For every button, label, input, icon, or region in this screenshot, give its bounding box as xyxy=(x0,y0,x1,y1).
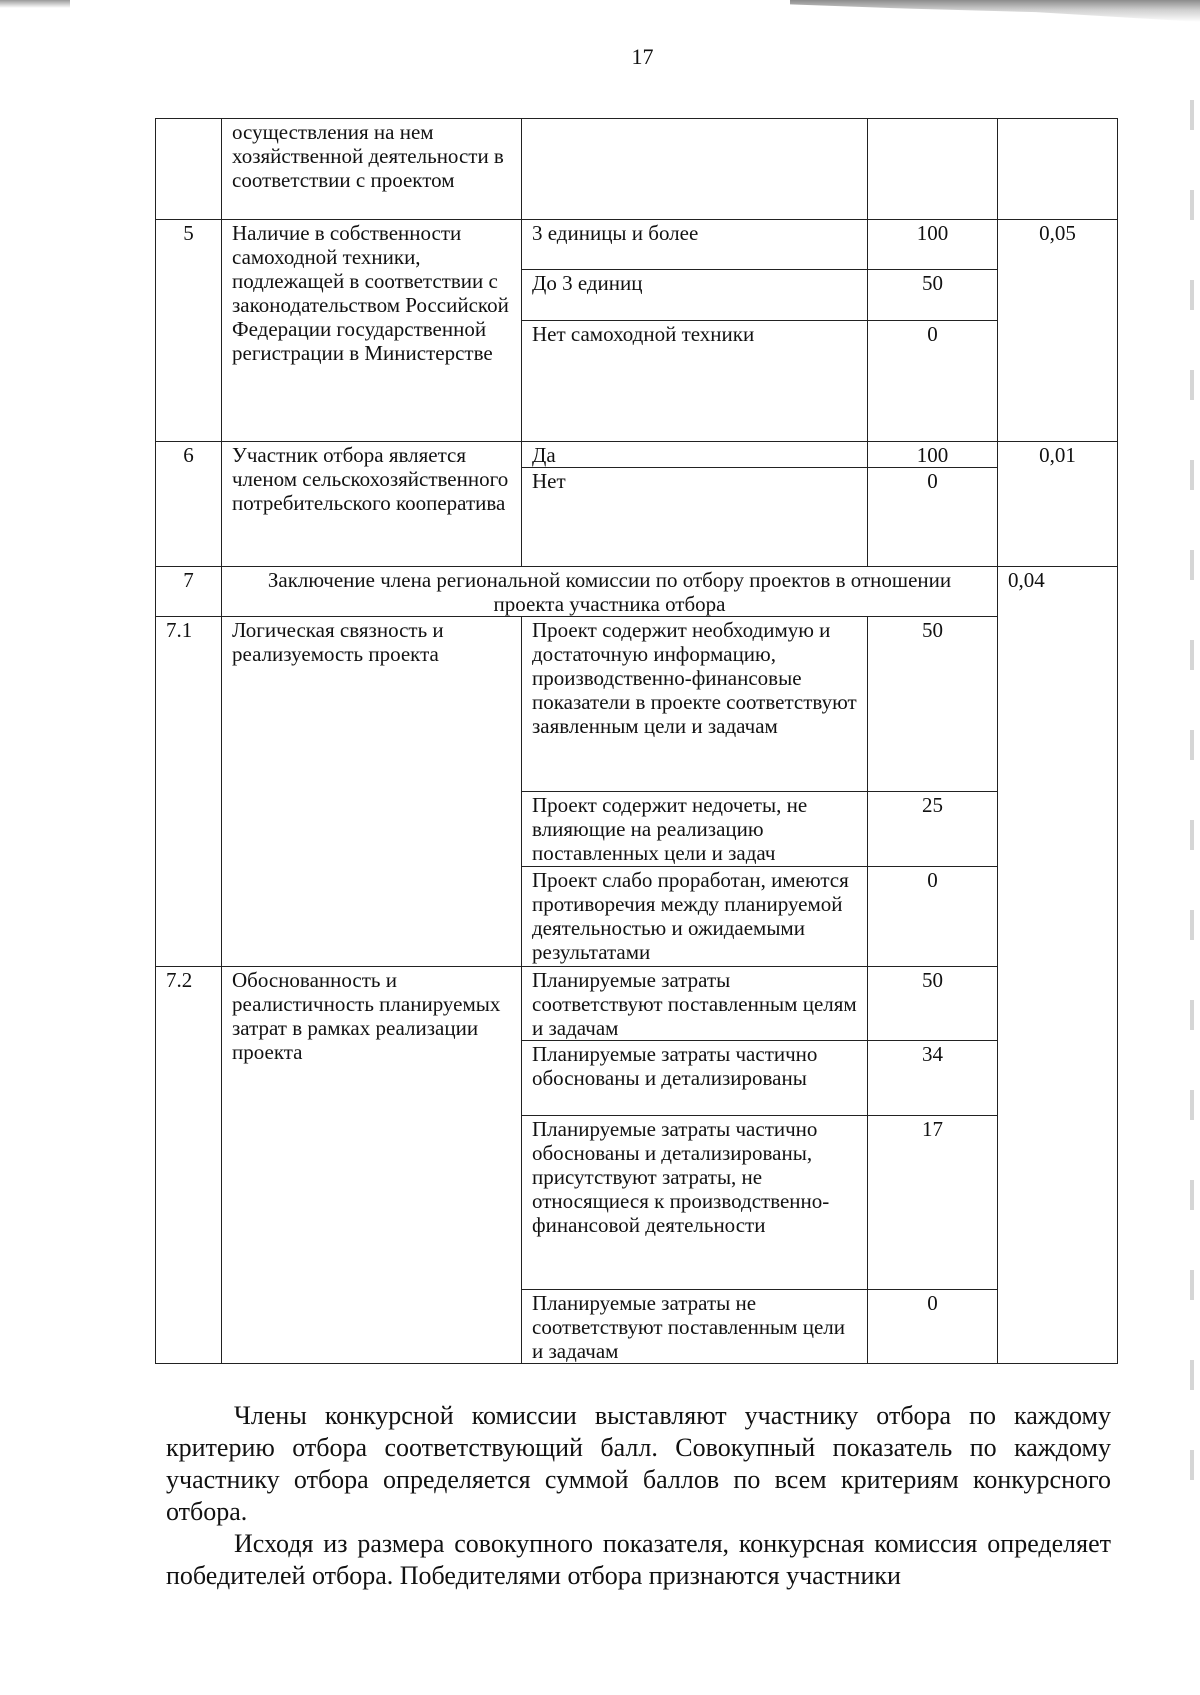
criterion-number: 6 xyxy=(156,442,222,567)
option-score: 0 xyxy=(868,468,998,567)
option-score: 0 xyxy=(868,867,998,967)
table-row-continued xyxy=(156,119,1118,220)
table-row-7-1 xyxy=(156,617,1118,792)
option-text: Нет самоходной техники xyxy=(522,321,868,442)
criterion-weight: 0,01 xyxy=(998,442,1118,567)
criterion-number: 7.2 xyxy=(156,967,222,1364)
option-text: Планируемые затраты частично обоснованы и детализированы, присутствуют затраты, не относящиеся к производственно-финансовой деятельности xyxy=(522,1116,868,1290)
option-text: Планируемые затраты частично обоснованы и детализированы xyxy=(522,1041,868,1116)
criterion-number: 7.1 xyxy=(156,617,222,967)
table-row-7-2 xyxy=(156,967,1118,1041)
option-score: 50 xyxy=(868,270,998,321)
option-text: Да xyxy=(522,442,868,468)
criterion-text: Логическая связность и реализуемость проекта xyxy=(222,617,522,967)
scan-edge-top xyxy=(790,0,1200,22)
table-row-6 xyxy=(156,442,1118,468)
scan-edge-right xyxy=(1190,100,1194,1500)
table-row-5 xyxy=(156,220,1118,270)
option-text: До 3 единиц xyxy=(522,270,868,321)
option-text: 3 единицы и более xyxy=(522,220,868,270)
criterion-text: Наличие в собственности самоходной техники, подлежащей в соответствии с законодательством Российской Федерации государственной регистрации в Министерстве xyxy=(222,220,522,442)
option-score: 17 xyxy=(868,1116,998,1290)
option-score: 34 xyxy=(868,1041,998,1116)
body-text xyxy=(166,1400,1111,1592)
criterion-number: 5 xyxy=(156,220,222,442)
option-text: Планируемые затраты не соответствуют поставленным цели и задачам xyxy=(522,1290,868,1364)
table-row-7 xyxy=(156,567,1118,617)
paragraph: Исходя из размера совокупного показателя, конкурсная комиссия определяет победителей отбора. Победителями отбора признаются участники xyxy=(166,1529,1111,1590)
option-score: 50 xyxy=(868,617,998,792)
option-text xyxy=(522,119,868,220)
criterion-text: Обоснованность и реалистичность планируемых затрат в рамках реализации проекта xyxy=(222,967,522,1364)
option-score xyxy=(868,119,998,220)
option-score: 0 xyxy=(868,1290,998,1364)
option-text: Нет xyxy=(522,468,868,567)
criterion-text: осуществления на нем хозяйственной деятельности в соответствии с проектом xyxy=(222,119,522,220)
criterion-weight xyxy=(998,119,1118,220)
criterion-number: 7 xyxy=(156,567,222,617)
option-score: 50 xyxy=(868,967,998,1041)
criterion-number xyxy=(156,119,222,220)
option-text: Проект слабо проработан, имеются противоречия между планируемой деятельностью и ожидаемыми результатами xyxy=(522,867,868,967)
option-score: 100 xyxy=(868,442,998,468)
criteria-table xyxy=(155,118,1118,1364)
option-text: Планируемые затраты соответствуют поставленным целям и задачам xyxy=(522,967,868,1041)
page-number: 17 xyxy=(631,44,654,69)
criterion-text: Участник отбора является членом сельскохозяйственного потребительского кооператива xyxy=(222,442,522,567)
criterion-weight: 0,05 xyxy=(998,220,1118,442)
criterion-weight: 0,04 xyxy=(998,567,1118,1364)
paragraph: Члены конкурсной комиссии выставляют участнику отбора по каждому критерию отбора соответствующий балл. Совокупный показатель по каждому участнику отбора определяется суммой баллов по всем критериям конкурсного отбора. xyxy=(166,1401,1111,1526)
criterion-group-title: Заключение члена региональной комиссии по отбору проектов в отношении проекта участника отбора xyxy=(222,567,998,617)
option-score: 0 xyxy=(868,321,998,442)
scan-edge-left xyxy=(0,0,70,8)
option-text: Проект содержит необходимую и достаточную информацию, производственно-финансовые показатели в проекте соответствуют заявленным цели и задачам xyxy=(522,617,868,792)
option-text: Проект содержит недочеты, не влияющие на реализацию поставленных цели и задач xyxy=(522,792,868,867)
option-score: 25 xyxy=(868,792,998,867)
option-score: 100 xyxy=(868,220,998,270)
